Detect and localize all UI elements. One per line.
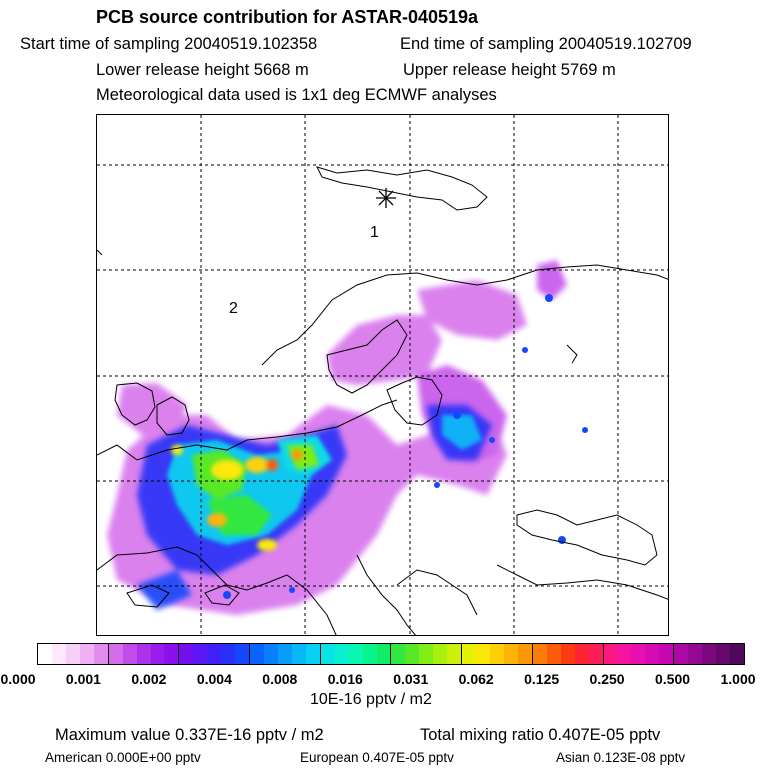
map-label-2: 2 [229,300,238,317]
colorbar-segment [335,644,349,664]
colorbar-tick-label: 0.031 [393,671,429,687]
colorbar-tick-label: 0.002 [131,671,167,687]
colorbar-segment [462,644,476,664]
colorbar-segment [109,644,123,664]
map-label-1: 1 [370,224,379,241]
colorbar-segment [547,644,561,664]
colorbar-segment [490,644,504,664]
start-time: Start time of sampling 20040519.102358 [20,35,318,53]
colorbar-tick-label: 0.001 [65,671,101,687]
colorbar-segment [250,644,264,664]
colorbar-segment [716,644,730,664]
total-mixing-ratio: Total mixing ratio 0.407E-05 pptv [420,726,661,744]
colorbar-segment [702,644,716,664]
colorbar-segment [447,644,462,664]
colorbar-segment [476,644,490,664]
concentration-field [107,260,588,615]
colorbar-segment [66,644,80,664]
colorbar-segment [659,644,674,664]
colorbar-segment [405,644,419,664]
colorbar-tick-label: 0.500 [655,671,691,687]
map-title: PCB source contribution for ASTAR-040519a [96,7,479,27]
colorbar-tick-label: 0.004 [196,671,232,687]
colorbar-segment [151,644,165,664]
colorbar-segment [164,644,179,664]
map-panel [96,114,669,636]
colorbar-segment [193,644,207,664]
american-contribution: American 0.000E+00 pptv [45,750,201,765]
colorbar-segment [235,644,250,664]
colorbar-segment [94,644,109,664]
colorbar-segment [52,644,66,664]
colorbar-segment [179,644,193,664]
europe-map [97,115,669,636]
colorbar-segment [207,644,221,664]
met-data-note: Meteorological data used is 1x1 deg ECMWF analyses [96,86,497,104]
colorbar-segment [518,644,533,664]
colorbar-segment [377,644,392,664]
colorbar-unit: 10E-16 pptv / m2 [310,691,432,708]
colorbar-segment [730,644,744,664]
european-contribution: European 0.407E-05 pptv [300,750,454,765]
colorbar-segment [363,644,377,664]
end-time: End time of sampling 20040519.102709 [400,35,692,53]
colorbar-segment [604,644,618,664]
colorbar [37,643,745,665]
colorbar-segment [631,644,645,664]
colorbar-segment [292,644,306,664]
colorbar-segment [504,644,518,664]
colorbar-tick-label: 1.000 [720,671,756,687]
colorbar-segment [688,644,702,664]
colorbar-segment [264,644,278,664]
upper-release-height: Upper release height 5769 m [403,61,616,79]
colorbar-tick-label: 0.000 [0,671,36,687]
colorbar-segment [38,644,52,664]
colorbar-segment [306,644,321,664]
colorbar-tick-label: 0.016 [327,671,363,687]
colorbar-segment [589,644,604,664]
colorbar-segment [278,644,292,664]
colorbar-segment [645,644,659,664]
lower-release-height: Lower release height 5668 m [96,61,309,79]
colorbar-segment [674,644,688,664]
colorbar-segment [349,644,363,664]
star-marker [376,188,396,208]
colorbar-segment [575,644,589,664]
colorbar-segment [221,644,235,664]
max-value: Maximum value 0.337E-16 pptv / m2 [55,726,324,744]
colorbar-segment [137,644,151,664]
colorbar-tick-label: 0.062 [458,671,494,687]
colorbar-segment [321,644,335,664]
colorbar-tick-label: 0.250 [589,671,625,687]
asian-contribution: Asian 0.123E-08 pptv [556,750,686,765]
colorbar-segment [433,644,447,664]
colorbar-segment [533,644,547,664]
colorbar-segment [391,644,405,664]
colorbar-tick-label: 0.008 [262,671,298,687]
colorbar-segment [123,644,137,664]
colorbar-tick-label: 0.125 [524,671,560,687]
colorbar-segment [617,644,631,664]
colorbar-segment [80,644,94,664]
colorbar-segment [419,644,433,664]
colorbar-segment [561,644,575,664]
